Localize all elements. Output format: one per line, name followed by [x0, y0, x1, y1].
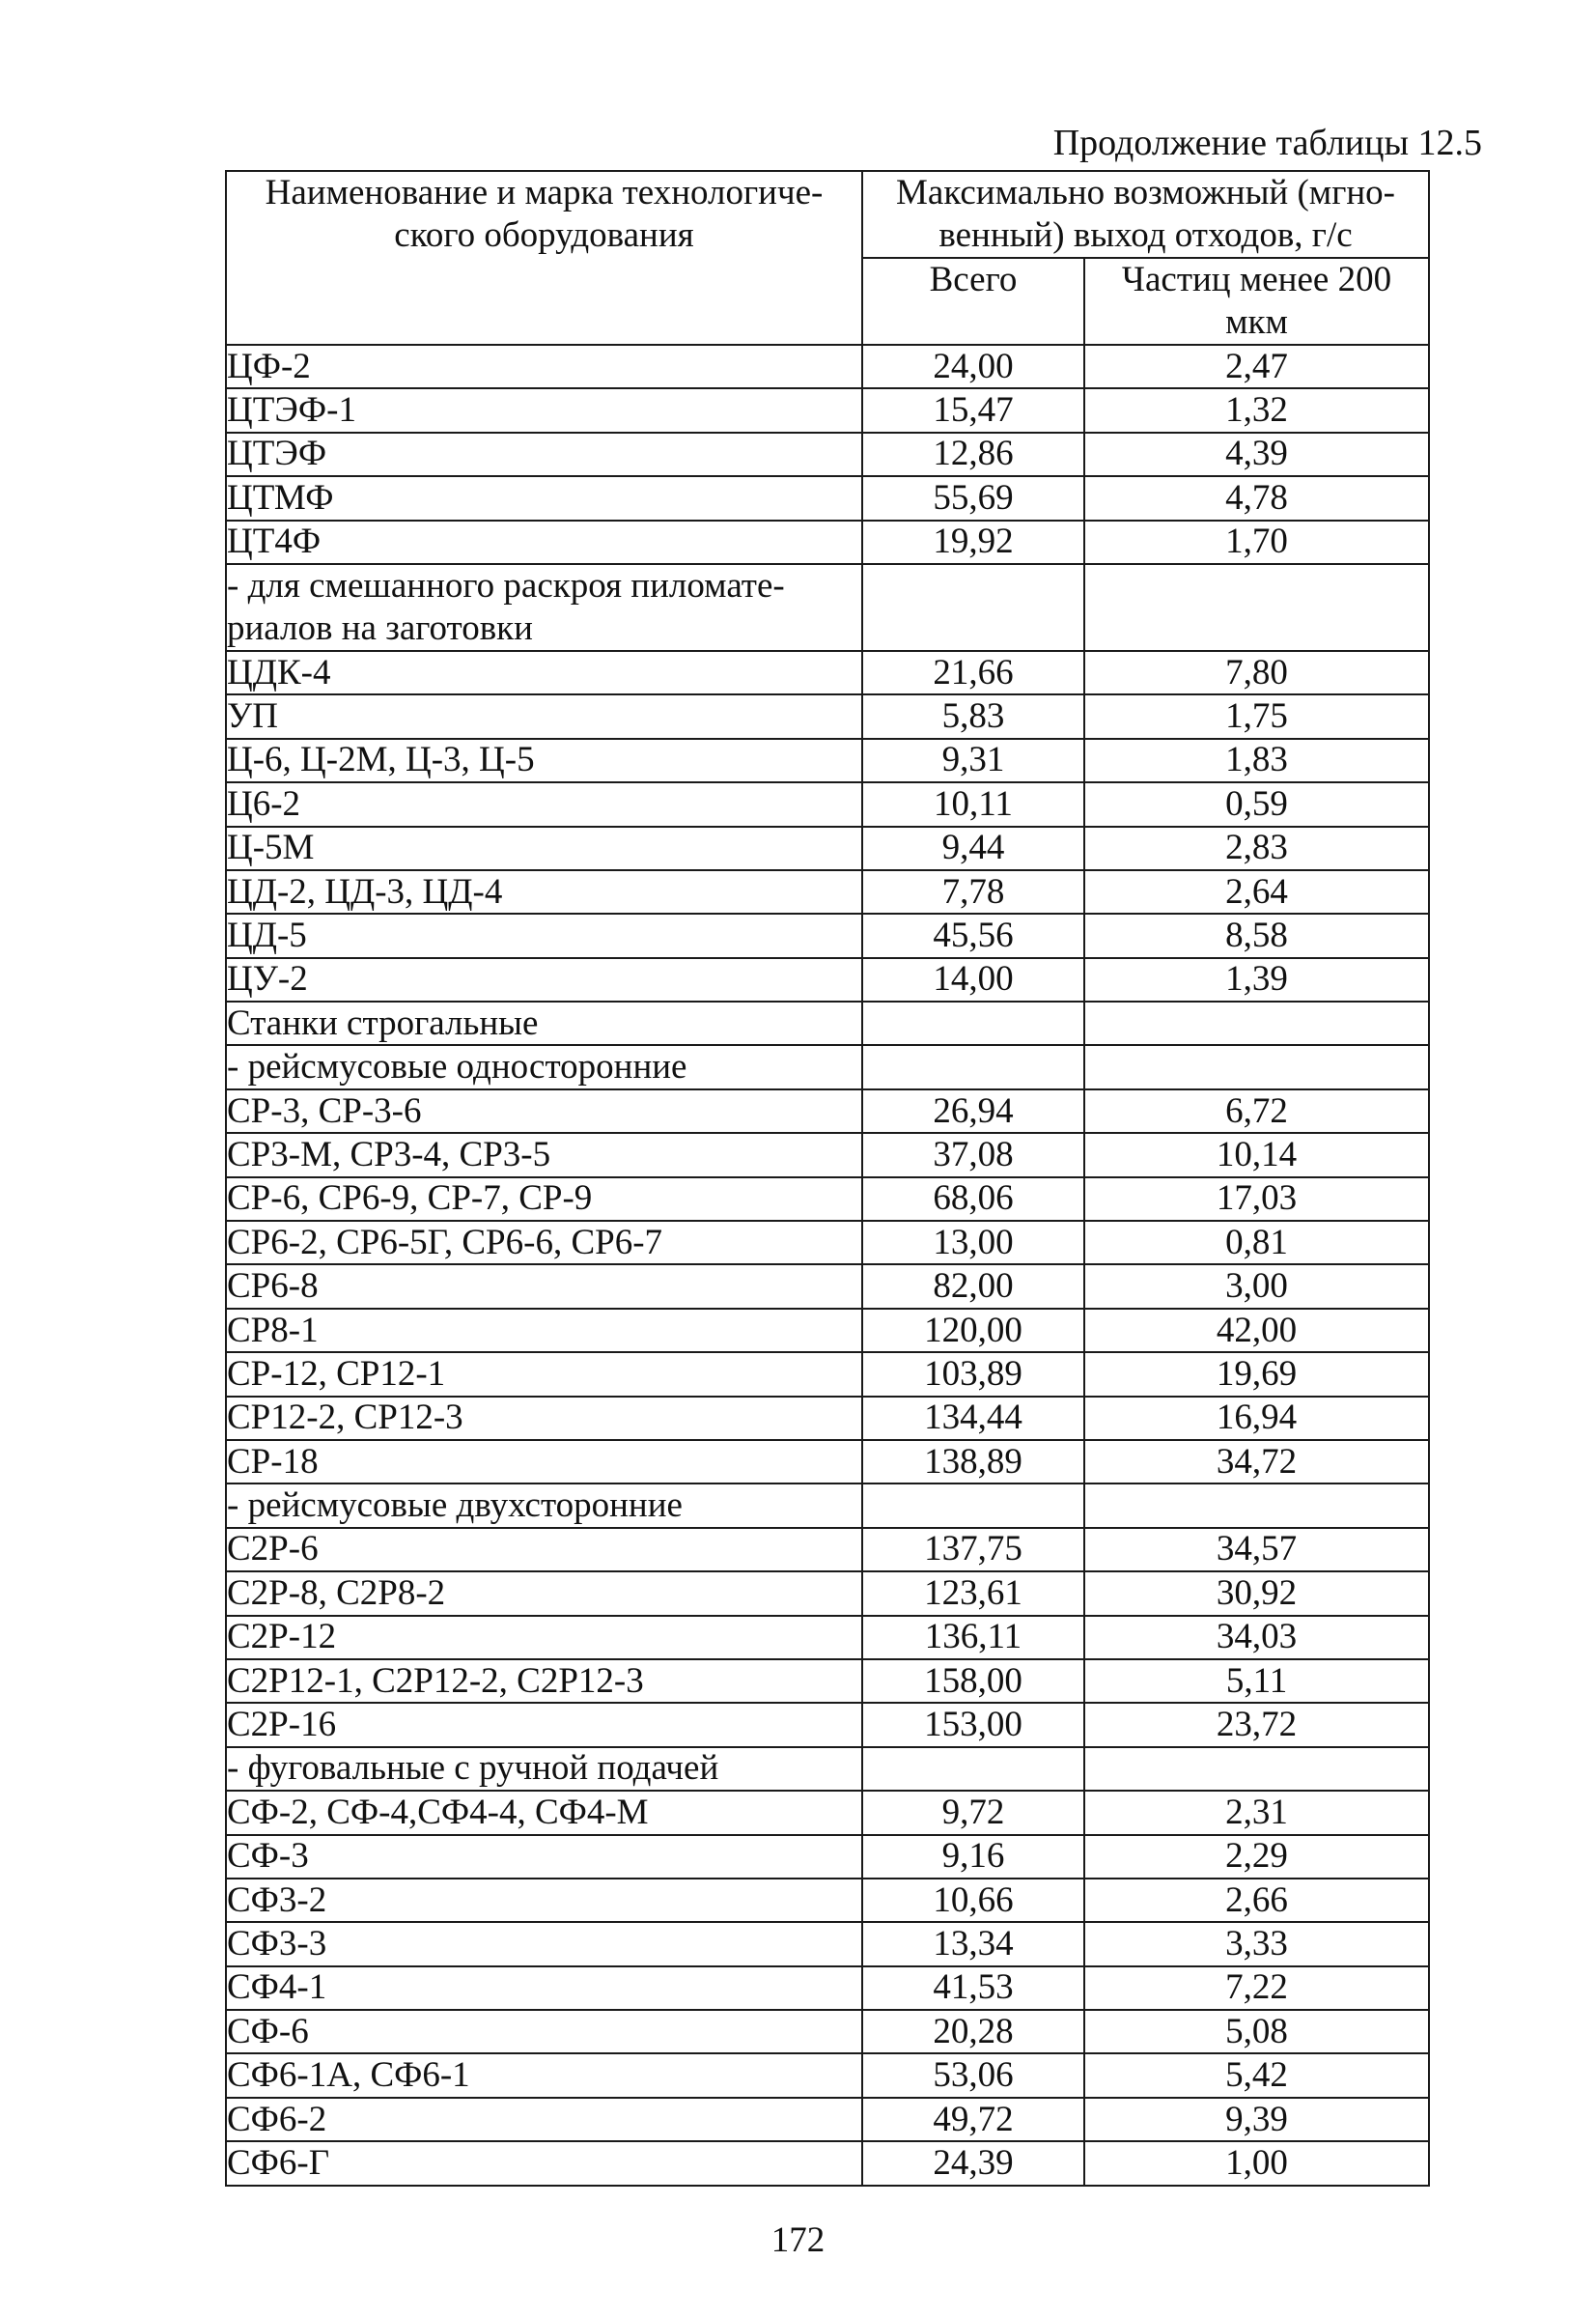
total-cell: 68,06 — [862, 1177, 1084, 1221]
table-row — [226, 1571, 1429, 1615]
fine-particles-cell: 1,00 — [1084, 2141, 1429, 2185]
fine-particles-cell: 3,00 — [1084, 1264, 1429, 1308]
table-row — [226, 2141, 1429, 2185]
table-row — [226, 1528, 1429, 1571]
fine-particles-cell: 5,42 — [1084, 2053, 1429, 2097]
section-label: Станки строгальные — [226, 1002, 862, 1045]
table-row — [226, 1483, 1429, 1527]
fine-particles-cell: 42,00 — [1084, 1309, 1429, 1352]
equipment-name: С2Р-16 — [226, 1703, 862, 1746]
table-row — [226, 388, 1429, 432]
header-equipment-line-2: ского оборудования — [394, 215, 694, 255]
total-cell: 9,72 — [862, 1791, 1084, 1834]
total-cell: 7,78 — [862, 870, 1084, 914]
total-cell: 103,89 — [862, 1352, 1084, 1396]
fine-particles-cell: 17,03 — [1084, 1177, 1429, 1221]
header-fine-particles — [1084, 258, 1429, 345]
header-fine-line-1: Частиц менее 200 — [1121, 260, 1392, 299]
fine-particles-cell: 7,80 — [1084, 651, 1429, 694]
table-row — [226, 1089, 1429, 1133]
table-row — [226, 1835, 1429, 1879]
emissions-table — [225, 170, 1430, 2187]
equipment-name: ЦД-5 — [226, 914, 862, 957]
table-row — [226, 564, 1429, 651]
header-max-output-line-1: Максимально возможный (мгно- — [896, 173, 1396, 212]
equipment-name: СФ-3 — [226, 1835, 862, 1879]
fine-particles-cell: 19,69 — [1084, 1352, 1429, 1396]
fine-particles-cell: 2,31 — [1084, 1791, 1429, 1834]
total-cell: 9,16 — [862, 1835, 1084, 1879]
table-row — [226, 1966, 1429, 2010]
equipment-name: СР6-8 — [226, 1264, 862, 1308]
fine-particles-cell: 1,32 — [1084, 388, 1429, 432]
equipment-name: ЦФ-2 — [226, 345, 862, 388]
total-cell — [862, 1747, 1084, 1791]
table-row — [226, 521, 1429, 564]
table-row — [226, 1440, 1429, 1483]
fine-particles-cell — [1084, 1747, 1429, 1791]
table-row — [226, 782, 1429, 826]
fine-particles-cell: 16,94 — [1084, 1397, 1429, 1440]
table-row — [226, 345, 1429, 388]
table-row — [226, 433, 1429, 476]
equipment-name: Ц6-2 — [226, 782, 862, 826]
equipment-name: СР12-2, СР12-3 — [226, 1397, 862, 1440]
equipment-name: С2Р-12 — [226, 1616, 862, 1659]
total-cell: 5,83 — [862, 694, 1084, 738]
header-equipment-line-1: Наименование и марка технологиче- — [265, 173, 824, 212]
equipment-name: ЦУ-2 — [226, 958, 862, 1002]
fine-particles-cell: 10,14 — [1084, 1133, 1429, 1176]
table-row — [226, 870, 1429, 914]
fine-particles-cell: 34,57 — [1084, 1528, 1429, 1571]
fine-particles-cell: 2,66 — [1084, 1879, 1429, 1922]
total-cell: 24,39 — [862, 2141, 1084, 2185]
equipment-name: С2Р-8, С2Р8-2 — [226, 1571, 862, 1615]
fine-particles-cell: 2,29 — [1084, 1835, 1429, 1879]
total-cell: 19,92 — [862, 521, 1084, 564]
fine-particles-cell: 1,70 — [1084, 521, 1429, 564]
header-max-output-line-2: венный) выход отходов, г/с — [938, 215, 1353, 255]
fine-particles-cell: 4,78 — [1084, 476, 1429, 520]
equipment-name: СФ3-3 — [226, 1922, 862, 1965]
equipment-name: СФ6-Г — [226, 2141, 862, 2185]
table-row — [226, 1002, 1429, 1045]
total-cell: 13,00 — [862, 1221, 1084, 1264]
total-cell: 138,89 — [862, 1440, 1084, 1483]
total-cell: 37,08 — [862, 1133, 1084, 1176]
equipment-name: ЦТЭФ — [226, 433, 862, 476]
total-cell: 82,00 — [862, 1264, 1084, 1308]
fine-particles-cell: 34,03 — [1084, 1616, 1429, 1659]
total-cell: 24,00 — [862, 345, 1084, 388]
table-row — [226, 1352, 1429, 1396]
fine-particles-cell — [1084, 564, 1429, 651]
total-cell — [862, 564, 1084, 651]
fine-particles-cell: 4,39 — [1084, 433, 1429, 476]
total-cell: 10,66 — [862, 1879, 1084, 1922]
table-row — [226, 476, 1429, 520]
equipment-name: СР-18 — [226, 1440, 862, 1483]
equipment-name: СР-6, СР6-9, СР-7, СР-9 — [226, 1177, 862, 1221]
table-row — [226, 1221, 1429, 1264]
group-label-line-1: - для смешанного раскроя пиломате- — [227, 565, 785, 606]
fine-particles-cell: 9,39 — [1084, 2098, 1429, 2141]
total-cell: 14,00 — [862, 958, 1084, 1002]
table-row — [226, 827, 1429, 870]
header-max-output — [862, 171, 1429, 258]
total-cell: 12,86 — [862, 433, 1084, 476]
equipment-name: ЦТМФ — [226, 476, 862, 520]
fine-particles-cell: 1,39 — [1084, 958, 1429, 1002]
group-label-line-2: риалов на заготовки — [227, 608, 533, 648]
table-row — [226, 2098, 1429, 2141]
equipment-name: СФ6-1А, СФ6-1 — [226, 2053, 862, 2097]
total-cell: 21,66 — [862, 651, 1084, 694]
equipment-name: ЦТЭФ-1 — [226, 388, 862, 432]
equipment-name: СФ6-2 — [226, 2098, 862, 2141]
total-cell: 45,56 — [862, 914, 1084, 957]
total-cell: 13,34 — [862, 1922, 1084, 1965]
equipment-name: СР-3, СР-3-6 — [226, 1089, 862, 1133]
total-cell — [862, 1002, 1084, 1045]
fine-particles-cell: 30,92 — [1084, 1571, 1429, 1615]
fine-particles-cell: 1,83 — [1084, 739, 1429, 782]
table-row — [226, 958, 1429, 1002]
total-cell — [862, 1045, 1084, 1088]
table-row — [226, 1264, 1429, 1308]
fine-particles-cell: 3,33 — [1084, 1922, 1429, 1965]
table-row — [226, 1703, 1429, 1746]
total-cell — [862, 1483, 1084, 1527]
equipment-name: СФ4-1 — [226, 1966, 862, 2010]
table-row — [226, 739, 1429, 782]
table-row — [226, 1659, 1429, 1703]
equipment-name: СФ-2, СФ-4,СФ4-4, СФ4-М — [226, 1791, 862, 1834]
total-cell: 15,47 — [862, 388, 1084, 432]
equipment-name: СР6-2, СР6-5Г, СР6-6, СР6-7 — [226, 1221, 862, 1264]
equipment-name: СФ-6 — [226, 2010, 862, 2053]
fine-particles-cell: 2,64 — [1084, 870, 1429, 914]
table-row — [226, 2010, 1429, 2053]
equipment-name: Ц-6, Ц-2М, Ц-3, Ц-5 — [226, 739, 862, 782]
table-row — [226, 2053, 1429, 2097]
page-number: 172 — [770, 2220, 826, 2260]
fine-particles-cell: 0,81 — [1084, 1221, 1429, 1264]
equipment-name: УП — [226, 694, 862, 738]
fine-particles-cell: 34,72 — [1084, 1440, 1429, 1483]
fine-particles-cell — [1084, 1483, 1429, 1527]
fine-particles-cell — [1084, 1002, 1429, 1045]
table-caption: Продолжение таблицы 12.5 — [1052, 123, 1482, 163]
table-body — [226, 345, 1429, 2186]
equipment-name: ЦДК-4 — [226, 651, 862, 694]
fine-particles-cell: 23,72 — [1084, 1703, 1429, 1746]
total-cell: 55,69 — [862, 476, 1084, 520]
header-total: Всего — [862, 258, 1084, 345]
total-cell: 158,00 — [862, 1659, 1084, 1703]
total-cell: 123,61 — [862, 1571, 1084, 1615]
fine-particles-cell: 8,58 — [1084, 914, 1429, 957]
equipment-name: Ц-5М — [226, 827, 862, 870]
section-label: - рейсмусовые двухсторонние — [226, 1483, 862, 1527]
table-row — [226, 1616, 1429, 1659]
total-cell: 49,72 — [862, 2098, 1084, 2141]
fine-particles-cell: 5,08 — [1084, 2010, 1429, 2053]
equipment-name: С2Р12-1, С2Р12-2, С2Р12-3 — [226, 1659, 862, 1703]
total-cell: 136,11 — [862, 1616, 1084, 1659]
table-row — [226, 651, 1429, 694]
total-cell: 26,94 — [862, 1089, 1084, 1133]
total-cell: 10,11 — [862, 782, 1084, 826]
equipment-name: СР-12, СР12-1 — [226, 1352, 862, 1396]
total-cell: 134,44 — [862, 1397, 1084, 1440]
table-row — [226, 1879, 1429, 1922]
header-equipment — [226, 171, 862, 345]
total-cell: 137,75 — [862, 1528, 1084, 1571]
total-cell: 53,06 — [862, 2053, 1084, 2097]
total-cell: 9,31 — [862, 739, 1084, 782]
fine-particles-cell: 6,72 — [1084, 1089, 1429, 1133]
fine-particles-cell: 0,59 — [1084, 782, 1429, 826]
table-row — [226, 1747, 1429, 1791]
total-cell: 20,28 — [862, 2010, 1084, 2053]
table-row — [226, 1397, 1429, 1440]
fine-particles-cell: 2,83 — [1084, 827, 1429, 870]
fine-particles-cell — [1084, 1045, 1429, 1088]
fine-particles-cell: 7,22 — [1084, 1966, 1429, 2010]
fine-particles-cell: 1,75 — [1084, 694, 1429, 738]
table-row — [226, 1309, 1429, 1352]
table-row — [226, 1133, 1429, 1176]
table-row — [226, 914, 1429, 957]
equipment-name: ЦД-2, ЦД-3, ЦД-4 — [226, 870, 862, 914]
header-fine-line-2: мкм — [1225, 302, 1288, 342]
total-cell: 41,53 — [862, 1966, 1084, 2010]
table-row — [226, 694, 1429, 738]
fine-particles-cell: 2,47 — [1084, 345, 1429, 388]
equipment-name: СР3-М, СР3-4, СР3-5 — [226, 1133, 862, 1176]
fine-particles-cell: 5,11 — [1084, 1659, 1429, 1703]
section-label: - рейсмусовые односторонние — [226, 1045, 862, 1088]
section-label: - фуговальные с ручной подачей — [226, 1747, 862, 1791]
group-label-cell — [226, 564, 862, 651]
total-cell: 120,00 — [862, 1309, 1084, 1352]
total-cell: 9,44 — [862, 827, 1084, 870]
table-row — [226, 1922, 1429, 1965]
equipment-name: ЦТ4Ф — [226, 521, 862, 564]
total-cell: 153,00 — [862, 1703, 1084, 1746]
table-row — [226, 1177, 1429, 1221]
table-row — [226, 1045, 1429, 1088]
equipment-name: С2Р-6 — [226, 1528, 862, 1571]
table-row — [226, 1791, 1429, 1834]
equipment-name: СР8-1 — [226, 1309, 862, 1352]
equipment-name: СФ3-2 — [226, 1879, 862, 1922]
